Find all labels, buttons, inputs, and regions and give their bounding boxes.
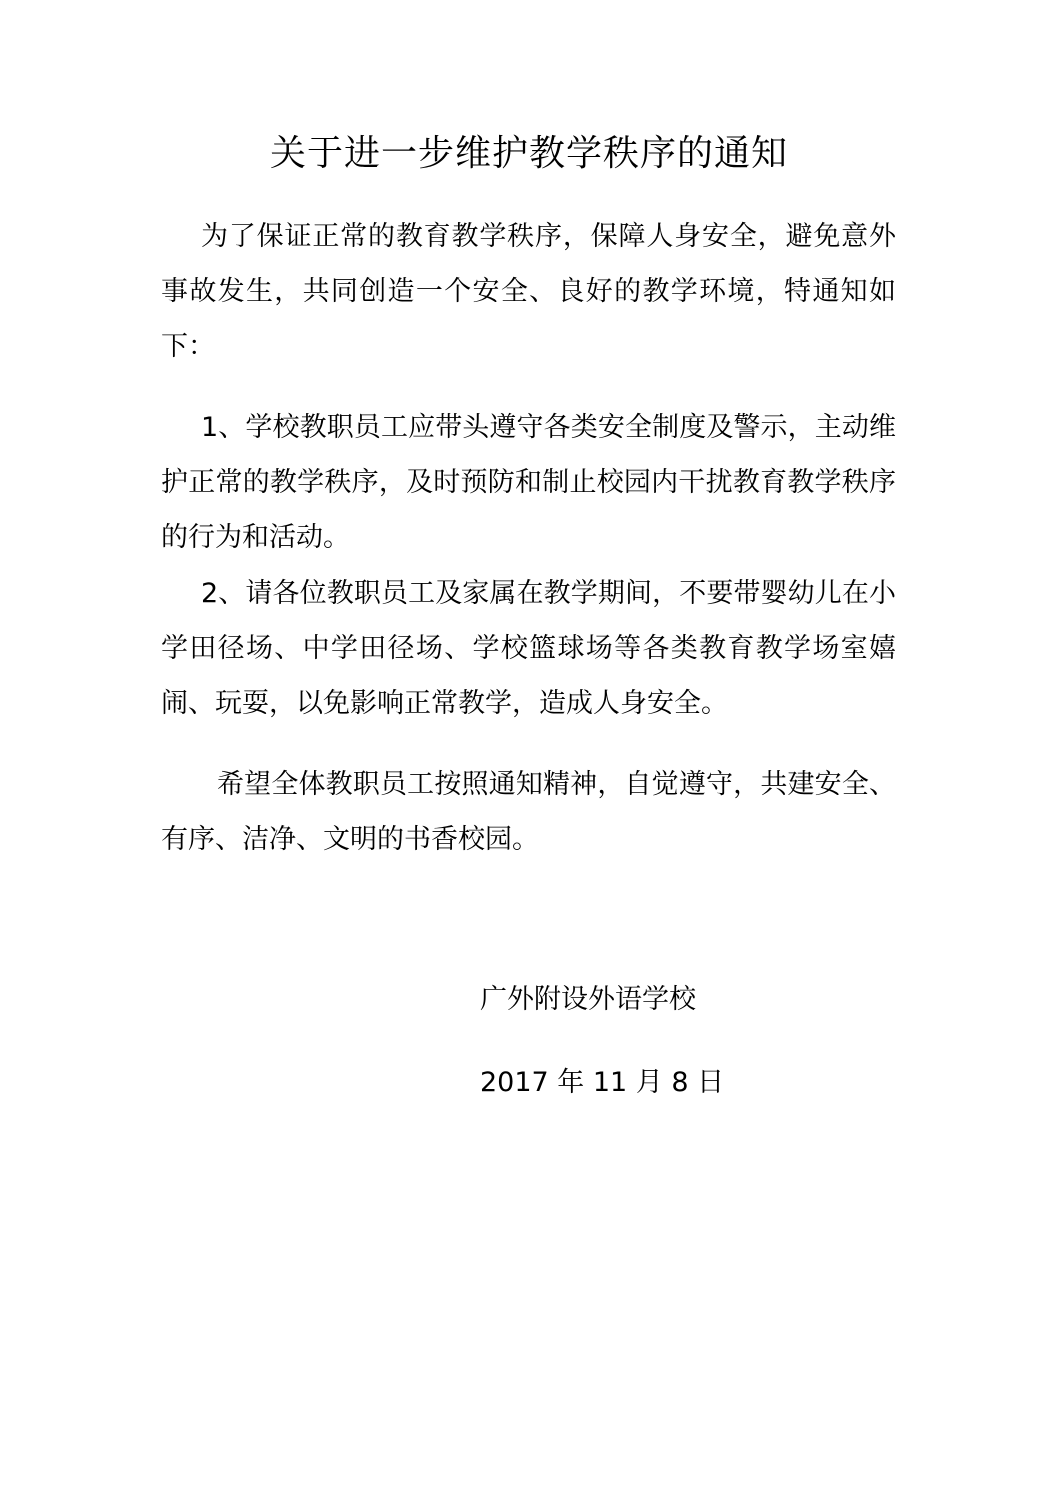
item-1-paragraph: 1、学校教职员工应带头遵守各类安全制度及警示，主动维护正常的教学秩序，及时预防和制止校园内干扰教育教学秩序的行为和活动。	[161, 412, 896, 553]
item-2-paragraph: 2、请各位教职员工及家属在教学期间，不要带婴幼儿在小学田径场、中学田径场、学校篮球场等各类教育教学场室嬉闹、玩耍，以免影响正常教学，造成人身安全。	[161, 578, 896, 719]
intro-paragraph: 为了保证正常的教育教学秩序，保障人身安全，避免意外事故发生，共同创造一个安全、良好的教学环境，特通知如下：	[161, 221, 896, 362]
signature-date: 2017 年 11 月 8 日	[480, 1067, 725, 1098]
closing-paragraph: 希望全体教职员工按照通知精神，自觉遵守，共建安全、有序、洁净、文明的书香校园。	[161, 769, 896, 855]
signature-school: 广外附设外语学校	[480, 984, 696, 1015]
document-title: 关于进一步维护教学秩序的通知	[269, 133, 788, 174]
